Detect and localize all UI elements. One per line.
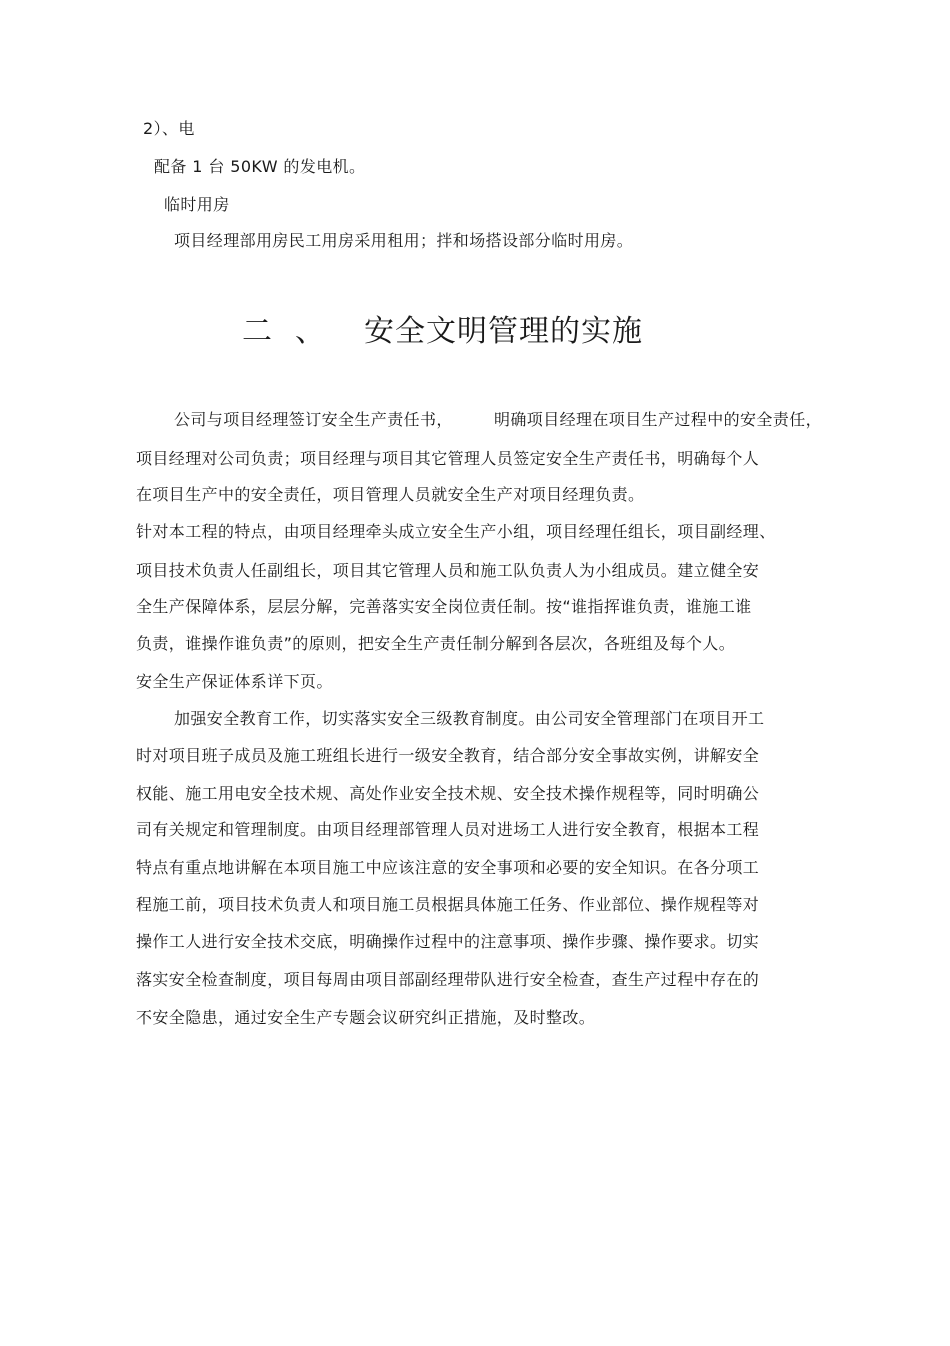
item-power-body: 配备 1 台 50KW 的发电机。	[154, 157, 366, 176]
paragraph-line: 加强安全教育工作，切实落实安全三级教育制度。由公司安全管理部门在项目开工	[174, 709, 765, 728]
paragraph-line: 特点有重点地讲解在本项目施工中应该注意的安全事项和必要的安全知识。在各分项工	[136, 858, 760, 877]
item-housing-body: 项目经理部用房民工用房采用租用；拌和场搭设部分临时用房。	[174, 231, 634, 250]
paragraph-line: 项目经理对公司负责；项目经理与项目其它管理人员签定安全生产责任书，明确每个人	[136, 449, 760, 468]
paragraph-line: 项目技术负责人任副组长，项目其它管理人员和施工队负责人为小组成员。建立健全安	[136, 561, 760, 580]
section-separator: 、	[295, 314, 326, 349]
paragraph-line: 司有关规定和管理制度。由项目经理部管理人员对进场工人进行安全教育，根据本工程	[136, 820, 760, 839]
paragraph-line: 安全生产保证体系详下页。	[136, 672, 333, 691]
paragraph-line: 落实安全检查制度，项目每周由项目部副经理带队进行安全检查，查生产过程中存在的	[136, 970, 760, 989]
paragraph-line: 程施工前，项目技术负责人和项目施工员根据具体施工任务、作业部位、操作规程等对	[136, 895, 760, 914]
item-power-title: 2）、电	[143, 119, 195, 138]
paragraph-line: 在项目生产中的安全责任，项目管理人员就安全生产对项目经理负责。	[136, 485, 645, 504]
paragraph-line: 负责，谁操作谁负责”的原则，把安全生产责任制分解到各层次，各班组及每个人。	[136, 634, 736, 653]
paragraph-line: 明确项目经理在项目生产过程中的安全责任，	[494, 410, 823, 429]
paragraph-line: 时对项目班子成员及施工班组长进行一级安全教育，结合部分安全事故实例，讲解安全	[136, 746, 760, 765]
paragraph-line: 权能、施工用电安全技术规、高处作业安全技术规、安全技术操作规程等，同时明确公	[136, 784, 760, 803]
paragraph-line: 针对本工程的特点，由项目经理牵头成立安全生产小组，项目经理任组长，项目副经理、	[136, 522, 776, 541]
section-title: 安全文明管理的实施	[364, 314, 643, 349]
paragraph-line: 不安全隐患，通过安全生产专题会议研究纠正措施，及时整改。	[136, 1008, 596, 1027]
section-heading	[242, 312, 643, 352]
paragraph-line: 操作工人进行安全技术交底，明确操作过程中的注意事项、操作步骤、操作要求。切实	[136, 932, 760, 951]
paragraph-line: 全生产保障体系，层层分解，完善落实安全岗位责任制。按“谁指挥谁负责，谁施工谁	[136, 597, 752, 616]
section-number: 二	[242, 314, 273, 349]
paragraph-line: 公司与项目经理签订安全生产责任书，	[174, 410, 453, 429]
item-housing-title: 临时用房	[164, 195, 230, 214]
